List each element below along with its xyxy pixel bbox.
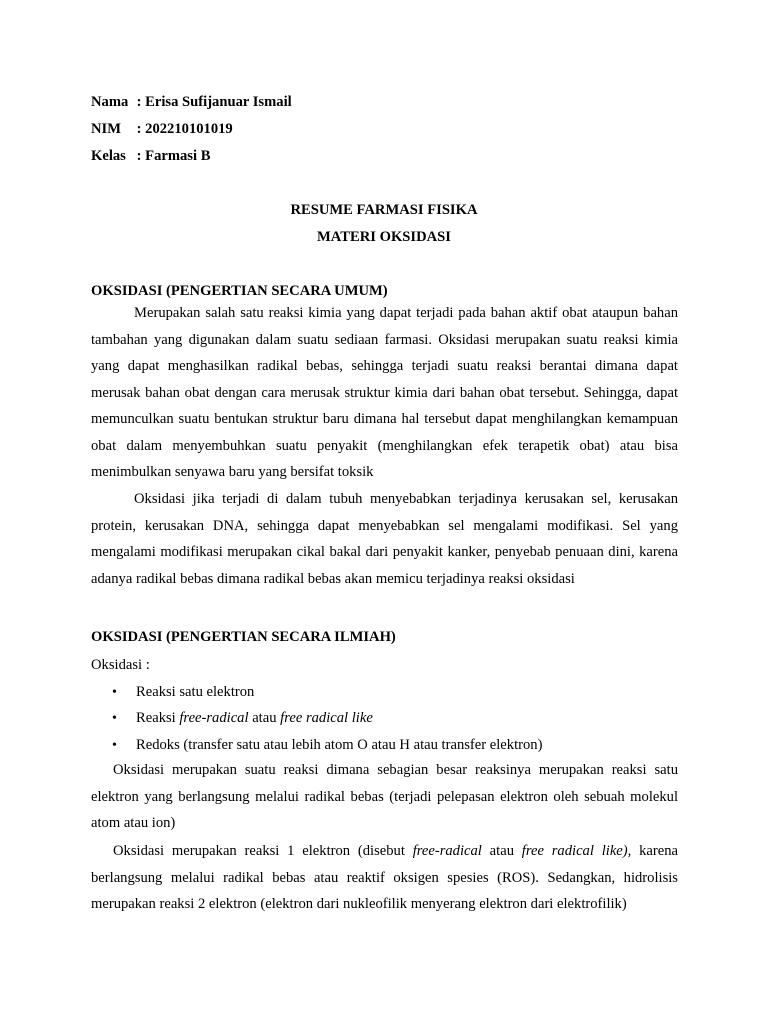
nim-row xyxy=(91,120,233,138)
list-item xyxy=(112,683,254,702)
nim-label: NIM xyxy=(91,121,121,137)
section2-paragraph1: Oksidasi merupakan suatu reaksi dimana sebagian besar reaksinya merupakan reaksi satu elektron yang berlangsung melalui radikal bebas (terjadi pelepasan elektron oleh sebuah molekul atom atau ion) xyxy=(91,762,678,831)
document-title: RESUME FARMASI FISIKA xyxy=(290,202,478,218)
list-item xyxy=(112,736,542,755)
section2-intro: Oksidasi : xyxy=(91,657,150,673)
list-item-emphasis: free-radical xyxy=(179,710,249,726)
list-item-text: atau xyxy=(248,710,281,726)
nim-value: : 202210101019 xyxy=(136,121,233,137)
name-label: Nama xyxy=(91,94,129,110)
paragraph-emphasis: free radical like), xyxy=(521,843,632,859)
class-label: Kelas xyxy=(91,148,126,164)
list-item-text: Redoks (transfer satu atau lebih atom O atau H atau transfer elektron) xyxy=(136,737,543,753)
paragraph-emphasis: free-radical xyxy=(412,843,482,859)
list-item-emphasis: free radical like xyxy=(280,710,373,726)
section1-heading: OKSIDASI (PENGERTIAN SECARA UMUM) xyxy=(91,283,388,299)
section1-paragraph1: Merupakan salah satu reaksi kimia yang dapat terjadi pada bahan aktif obat ataupun bahan tambahan yang digunakan dalam suatu sediaan farmasi. Oksidasi merupakan suatu reaksi kimia yang dapat menghasilkan radikal bebas, sehingga terjadi suatu reaksi berantai dimana dapat merusak bahan obat dengan cara merusak struktur kimia dari bahan obat tersebut. Sehingga, dapat memunculkan suatu bentukan struktur baru dimana hal tersebut dapat menghilangkan kemampuan obat dalam menyembuhkan suatu penyakit (menghilangkan efek terapetik obat) atau bisa menimbulkan senyawa baru yang bersifat toksik xyxy=(91,305,678,480)
paragraph-text: atau xyxy=(481,843,522,859)
document-subtitle: MATERI OKSIDASI xyxy=(317,229,451,245)
section2-paragraph2 xyxy=(91,838,678,918)
section2-heading: OKSIDASI (PENGERTIAN SECARA ILMIAH) xyxy=(91,629,396,645)
paragraph-text: Oksidasi merupakan reaksi 1 elektron (disebut xyxy=(113,843,413,859)
name-value: : Erisa Sufijanuar Ismail xyxy=(136,94,292,110)
list-item xyxy=(112,709,373,728)
name-row xyxy=(91,93,292,111)
class-row xyxy=(91,147,210,165)
bullet-icon: • xyxy=(112,738,117,753)
paragraph-text: karena berlangsung melalui radikal bebas atau reaktif oksigen spesies (ROS). Sedangkan, hidrolisis merupakan reaksi 2 elektron (elektron dari nukleofilik menyerang elektron dari elektrofilik) xyxy=(91,843,678,912)
class-value: : Farmasi B xyxy=(136,148,211,164)
section1-paragraph2: Oksidasi jika terjadi di dalam tubuh menyebabkan terjadinya kerusakan sel, kerusakan protein, kerusakan DNA, sehingga dapat menyebabkan sel mengalami modifikasi. Sel yang mengalami modifikasi merupakan cikal bakal dari penyakit kanker, penyebab penuaan dini, karena adanya radikal bebas dimana radikal bebas akan memicu terjadinya reaksi oksidasi xyxy=(91,491,678,587)
bullet-icon: • xyxy=(112,685,117,700)
list-item-text: Reaksi satu elektron xyxy=(136,684,255,700)
bullet-icon: • xyxy=(112,711,117,726)
list-item-text: Reaksi xyxy=(136,710,180,726)
